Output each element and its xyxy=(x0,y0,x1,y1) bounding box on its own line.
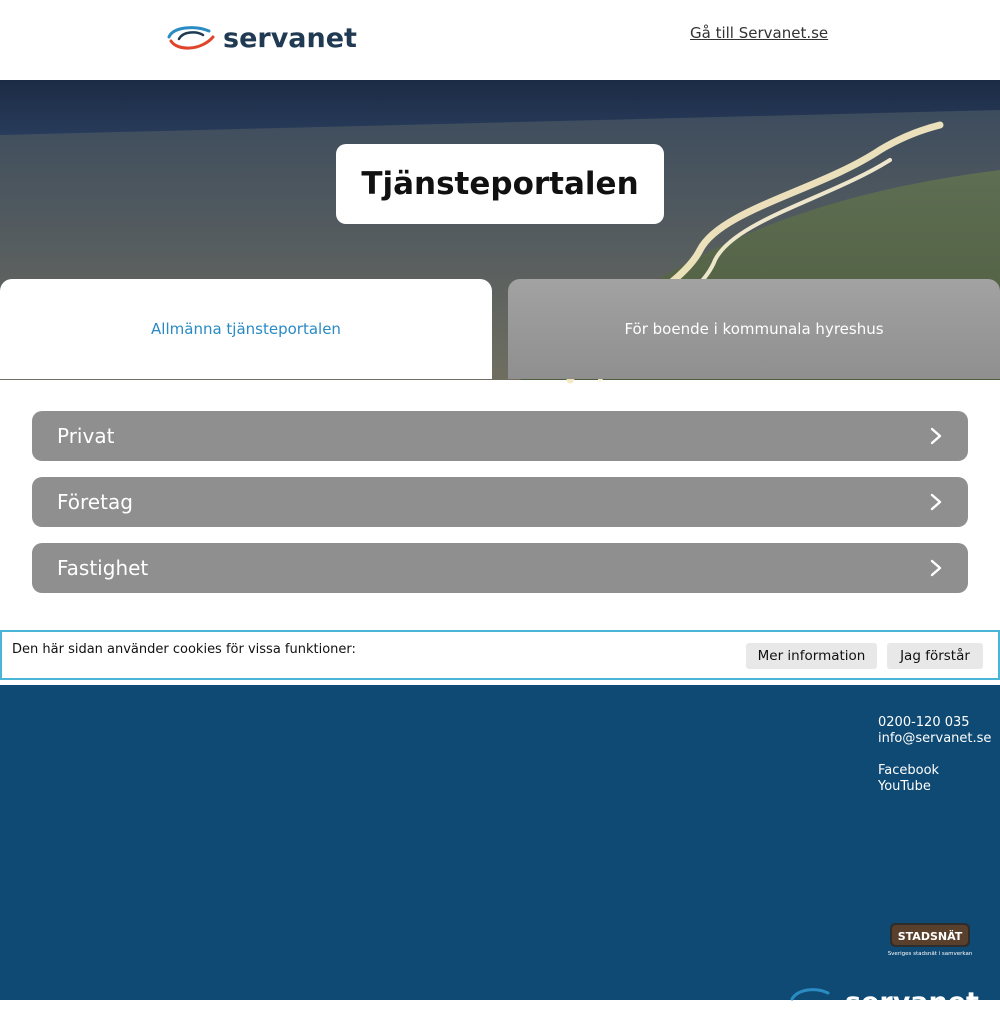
accordion-fastighet[interactable] xyxy=(32,543,968,593)
badge-logo-text: STADSNÄT xyxy=(897,930,963,943)
tab-kommunala-hyreshus[interactable] xyxy=(508,279,1000,379)
site-header xyxy=(0,0,1000,80)
footer-servanet-logo[interactable] xyxy=(790,985,980,1018)
accordion-foretag[interactable] xyxy=(32,477,968,527)
more-info-button[interactable]: Mer information xyxy=(746,643,877,669)
cookie-text: Den här sidan använder cookies för vissa funktioner: xyxy=(12,642,356,657)
servanet-site-link[interactable]: Gå till Servanet.se xyxy=(690,24,829,42)
tab-kommunala-hyreshus-label: För boende i kommunala hyreshus xyxy=(624,320,884,338)
youtube-link[interactable]: YouTube xyxy=(878,779,931,794)
chevron-right-icon xyxy=(926,558,946,578)
email-link[interactable]: info@servanet.se xyxy=(878,731,992,746)
page-title: Tjänsteportalen xyxy=(361,166,639,202)
servanet-logo[interactable] xyxy=(165,20,357,56)
logo-text: servanet xyxy=(223,22,357,54)
hero-title-box xyxy=(336,144,664,224)
footer-contact xyxy=(878,715,991,795)
accept-cookies-button[interactable]: Jag förstår xyxy=(887,643,983,669)
accordion-label: Fastighet xyxy=(57,556,149,580)
servanet-swoosh-icon xyxy=(790,985,980,1018)
tab-allmanna-label: Allmänna tjänsteportalen xyxy=(151,320,341,338)
badge-tagline-text: Sveriges stadsnät i samverkan xyxy=(887,951,973,957)
facebook-link[interactable]: Facebook xyxy=(878,763,940,778)
chevron-right-icon xyxy=(926,492,946,512)
accordion-label: Företag xyxy=(57,490,133,514)
footer-logo-text: servanet xyxy=(845,987,979,1018)
accordion-privat[interactable] xyxy=(32,411,968,461)
phone-link[interactable]: 0200-120 035 xyxy=(878,715,970,730)
accordion-label: Privat xyxy=(57,424,115,448)
stadsnat-badge-logo[interactable] xyxy=(887,923,973,957)
tab-allmanna[interactable] xyxy=(0,279,492,379)
site-footer xyxy=(0,685,1000,1018)
chevron-right-icon xyxy=(926,426,946,446)
servanet-swoosh-icon xyxy=(165,23,217,53)
cookie-banner xyxy=(0,630,1000,680)
